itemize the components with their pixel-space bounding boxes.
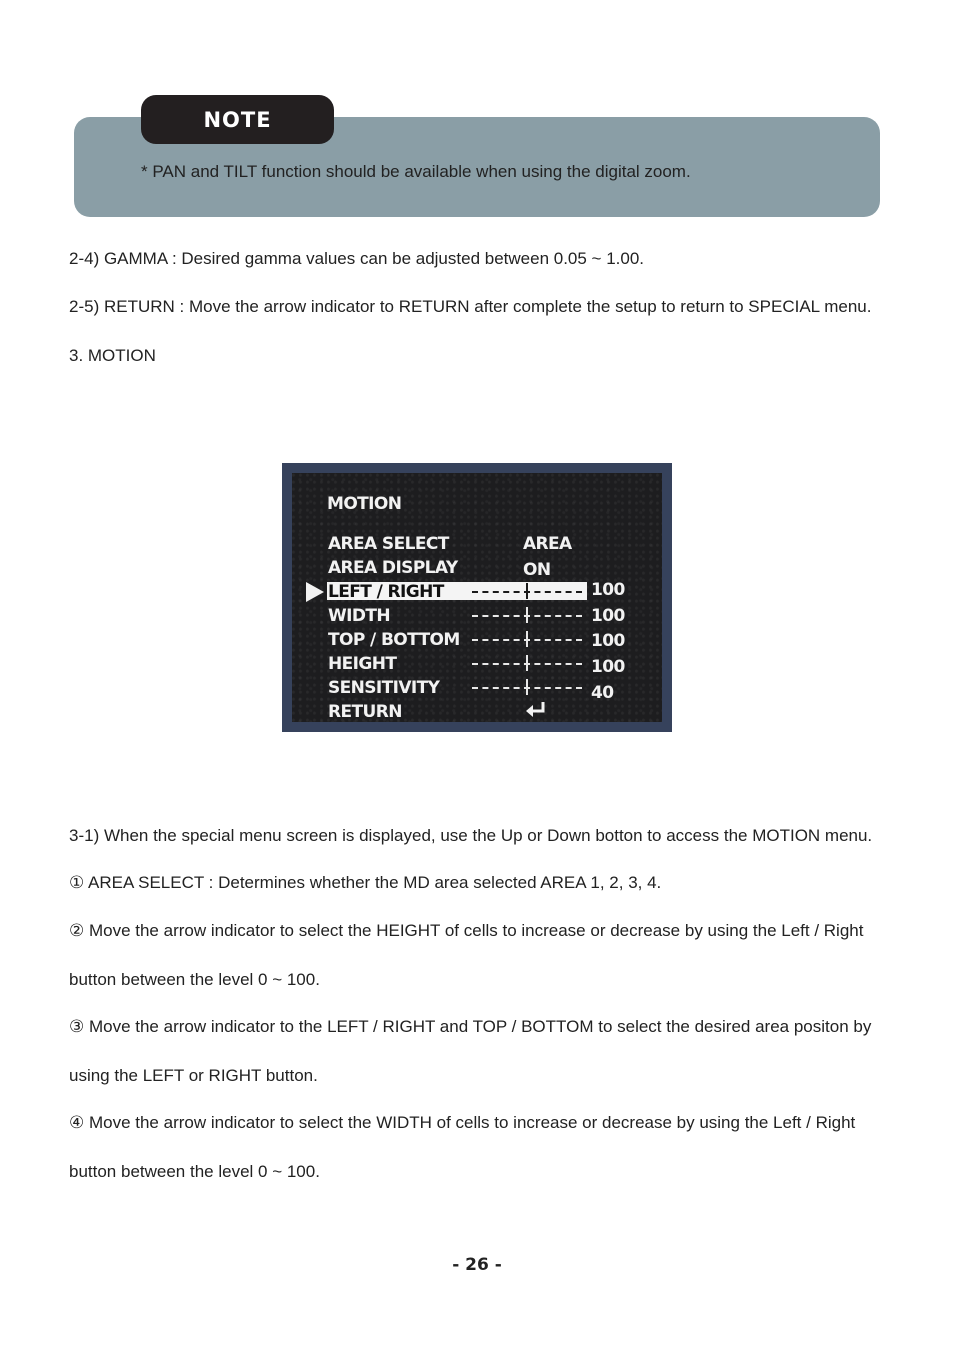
paragraph-gamma: 2-4) GAMMA : Desired gamma values can be adjusted between 0.05 ~ 1.00. bbox=[69, 249, 645, 268]
osd-slider-top-bottom bbox=[472, 634, 582, 644]
osd-number-height: 100 bbox=[591, 657, 625, 677]
enter-return-icon bbox=[525, 701, 547, 719]
slider-thumb bbox=[526, 655, 528, 671]
osd-label-area-display: AREA DISPLAY bbox=[328, 558, 458, 578]
section-heading-motion: 3. MOTION bbox=[69, 346, 156, 365]
osd-slider-sensitivity bbox=[472, 682, 582, 692]
paragraph-3-1: 3-1) When the special menu screen is displayed, use the Up or Down botton to access the MOTION menu. bbox=[69, 826, 873, 845]
list-item-4-line2: button between the level 0 ~ 100. bbox=[69, 1162, 320, 1181]
osd-label-return: RETURN bbox=[328, 702, 402, 722]
osd-value-area-select: AREA bbox=[523, 534, 572, 554]
list-item-2-line2: button between the level 0 ~ 100. bbox=[69, 970, 320, 989]
osd-label-height: HEIGHT bbox=[328, 654, 397, 674]
osd-label-left-right: LEFT / RIGHT bbox=[328, 582, 444, 602]
osd-number-sensitivity: 40 bbox=[591, 683, 614, 703]
osd-menu-figure bbox=[282, 463, 672, 732]
osd-label-sensitivity: SENSITIVITY bbox=[328, 678, 440, 698]
osd-number-top-bottom: 100 bbox=[591, 631, 625, 651]
osd-slider-width bbox=[472, 610, 582, 620]
note-tab: NOTE bbox=[141, 95, 334, 144]
paragraph-return: 2-5) RETURN : Move the arrow indicator to RETURN after complete the setup to return to SPECIAL menu. bbox=[69, 297, 872, 316]
osd-slider-height bbox=[472, 658, 582, 668]
note-text: * PAN and TILT function should be available when using the digital zoom. bbox=[141, 162, 691, 181]
osd-value-area-display: ON bbox=[523, 560, 551, 580]
osd-slider-left-right bbox=[472, 586, 582, 596]
page-number: - 26 - bbox=[452, 1255, 502, 1275]
slider-thumb bbox=[526, 607, 528, 623]
slider-thumb bbox=[526, 679, 528, 695]
osd-screen bbox=[292, 473, 662, 722]
selection-arrow-icon bbox=[306, 582, 324, 602]
list-item-3-line1: ③ Move the arrow indicator to the LEFT / RIGHT and TOP / BOTTOM to select the desired area positon by bbox=[69, 1017, 872, 1036]
osd-label-width: WIDTH bbox=[328, 606, 391, 626]
slider-thumb bbox=[526, 583, 528, 599]
osd-label-top-bottom: TOP / BOTTOM bbox=[328, 630, 460, 650]
slider-thumb bbox=[526, 631, 528, 647]
list-item-3-line2: using the LEFT or RIGHT button. bbox=[69, 1066, 318, 1085]
osd-number-left-right: 100 bbox=[591, 580, 625, 600]
list-item-1: ① AREA SELECT : Determines whether the MD area selected AREA 1, 2, 3, 4. bbox=[69, 873, 662, 892]
osd-number-width: 100 bbox=[591, 606, 625, 626]
list-item-4-line1: ④ Move the arrow indicator to select the WIDTH of cells to increase or decrease by using the Left / Right bbox=[69, 1113, 856, 1132]
osd-title: MOTION bbox=[327, 494, 402, 514]
list-item-2-line1: ② Move the arrow indicator to select the HEIGHT of cells to increase or decrease by using the Left / Right bbox=[69, 921, 864, 940]
osd-label-area-select: AREA SELECT bbox=[328, 534, 449, 554]
